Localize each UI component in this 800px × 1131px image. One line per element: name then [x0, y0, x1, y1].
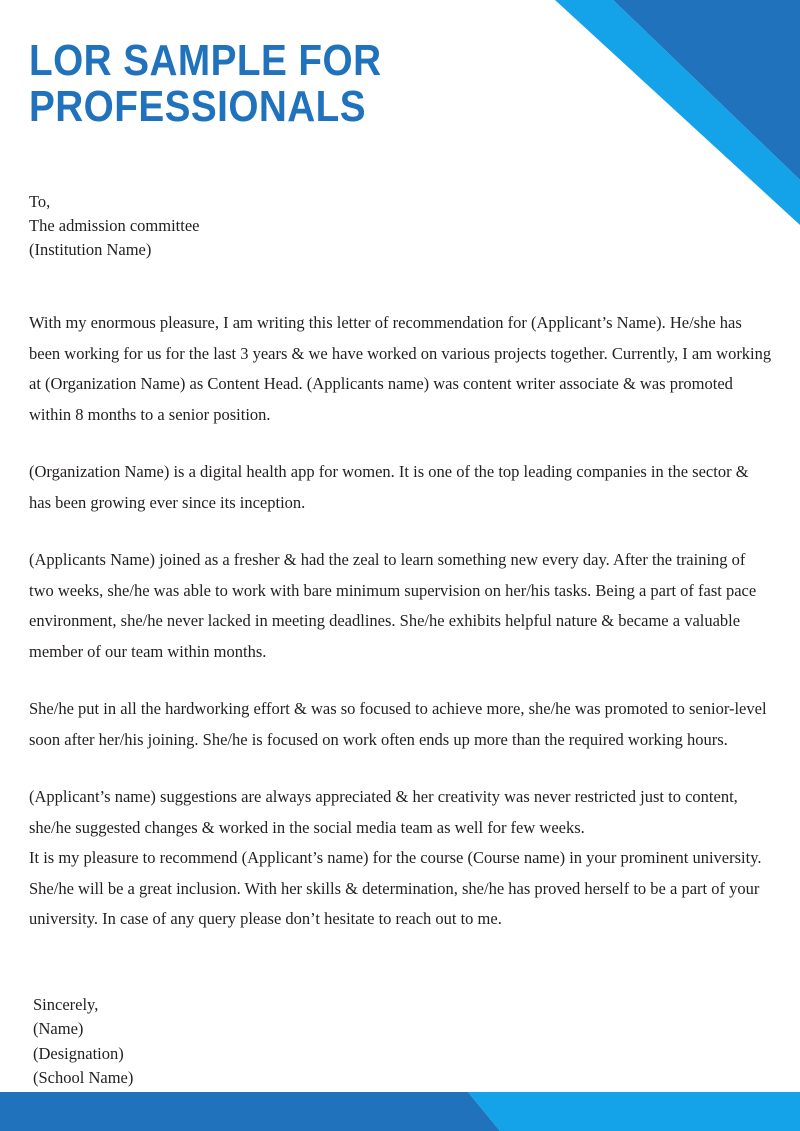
- footer-light-blue-band: [468, 1092, 800, 1131]
- paragraph-5: (Applicant’s name) suggestions are always appreciated & her creativity was never restricted just to content, she/he suggested changes & worked in the social media team as well for few weeks.: [29, 787, 738, 837]
- spacer-2: [29, 518, 774, 545]
- spacer-4: [29, 755, 774, 782]
- spacer-1: [29, 430, 774, 457]
- signature-line-4: (School Name): [33, 1068, 134, 1087]
- spacer-before-signature: [29, 935, 774, 993]
- addressee-line-2: The admission committee: [29, 216, 200, 235]
- footer-dark-blue-band: [0, 1092, 500, 1131]
- header-dark-blue-band: [613, 0, 800, 180]
- spacer-after-addressee: [29, 262, 774, 308]
- signature-line-1: Sincerely,: [33, 994, 99, 1014]
- spacer-3: [29, 667, 774, 694]
- page-title-line-1: LOR SAMPLE FOR: [29, 36, 382, 85]
- paragraph-6: It is my pleasure to recommend (Applicant’s name) for the course (Course name) in your prominent university. She/he will be a great inclusion. With her skills & determination, she/he has proved herself to be a part of your university. In case of any query please don’t hesitate to reach out to me.: [29, 848, 762, 928]
- page-title: [29, 38, 459, 130]
- addressee-line-1: To,: [29, 192, 51, 211]
- page-title-line-2: PROFESSIONALS: [29, 82, 367, 131]
- paragraph-4: She/he put in all the hardworking effort & was so focused to achieve more, she/he was promoted to senior-level soon after her/his joining. She/he is focused on work often ends up more than the required working hours.: [29, 699, 767, 749]
- paragraph-1: With my enormous pleasure, I am writing this letter of recommendation for (Applicant’s Name). He/she has been working for us for the last 3 years & we have worked on various projects together. Currently, I am working at (Organization Name) as Content Head. (Applicants name) was content writer associate & was promoted within 8 months to a senior position.: [29, 313, 772, 424]
- signature-line-2: (Name): [33, 1019, 84, 1038]
- addressee-line-3: (Institution Name): [29, 240, 152, 259]
- paragraph-3: (Applicants Name) joined as a fresher & had the zeal to learn something new every day. After the training of two weeks, she/he was able to work with bare minimum supervision on her/his tasks. Being a part of fast pace environment, she/he never lacked in meeting deadlines. She/he exhibits helpful nature & became a valuable member of our team within months.: [29, 550, 757, 661]
- letter-body: [29, 190, 774, 1115]
- addressee-block: [29, 190, 774, 262]
- paragraph-2: (Organization Name) is a digital health app for women. It is one of the top leading companies in the sector & has been growing ever since its inception.: [29, 462, 749, 512]
- signature-line-3: (Designation): [33, 1043, 124, 1063]
- footer-diagonal-decoration: [0, 1092, 800, 1131]
